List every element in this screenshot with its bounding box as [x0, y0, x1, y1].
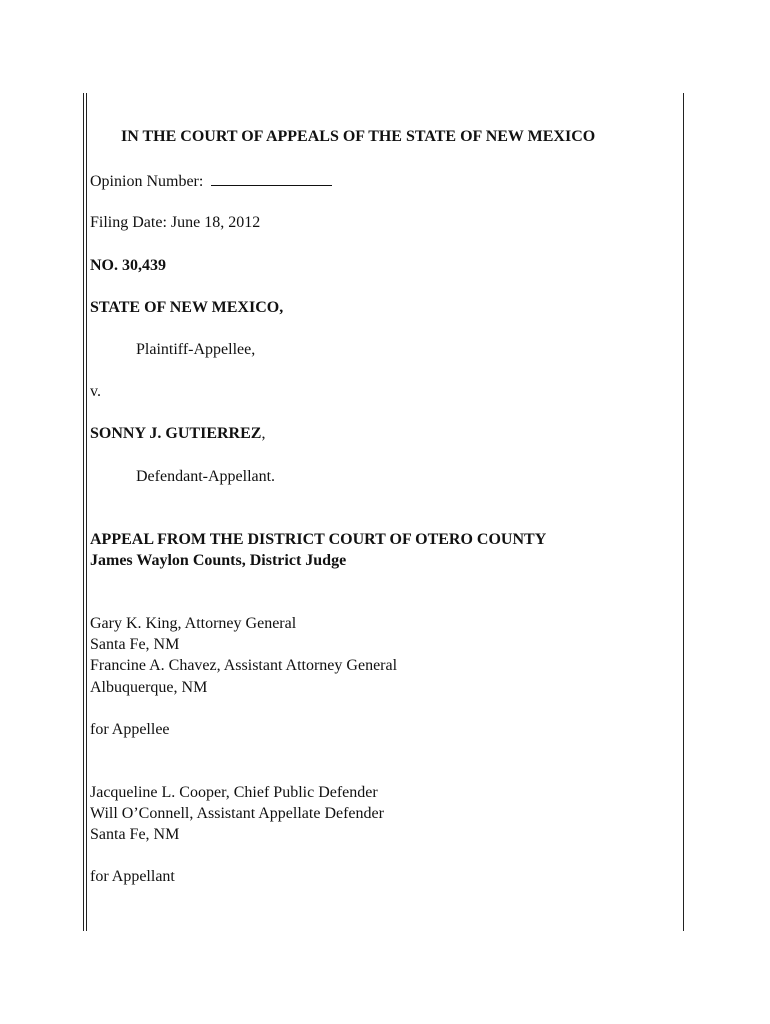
- right-margin-rule: [683, 93, 684, 931]
- appellee-counsel-line: Gary K. King, Attorney General: [90, 615, 297, 632]
- opinion-number-label: Opinion Number:: [90, 173, 204, 190]
- left-margin-rule: [83, 93, 84, 931]
- plaintiff-name: STATE OF NEW MEXICO,: [90, 299, 284, 316]
- defendant-name-suffix: ,: [261, 425, 266, 442]
- appellee-counsel-line: Albuquerque, NM: [90, 679, 208, 696]
- for-appellee: for Appellee: [90, 721, 170, 738]
- plaintiff-role: Plaintiff-Appellee,: [136, 341, 256, 358]
- court-header: IN THE COURT OF APPEALS OF THE STATE OF NEW MEXICO: [121, 128, 596, 145]
- case-number: NO. 30,439: [90, 257, 166, 274]
- opinion-number-blank: [211, 171, 332, 186]
- appellant-counsel-line: Will O’Connell, Assistant Appellate Defender: [90, 805, 384, 822]
- defendant-role: Defendant-Appellant.: [136, 468, 276, 485]
- for-appellant: for Appellant: [90, 868, 175, 885]
- filing-date: Filing Date: June 18, 2012: [90, 214, 261, 231]
- defendant: [90, 424, 265, 444]
- opinion-number: [90, 171, 332, 192]
- left-margin-rule-inner: [86, 93, 87, 931]
- appellee-counsel-line: Santa Fe, NM: [90, 636, 180, 653]
- appellant-counsel-line: Santa Fe, NM: [90, 826, 180, 843]
- appellee-counsel-line: Francine A. Chavez, Assistant Attorney General: [90, 657, 398, 674]
- versus: v.: [90, 383, 101, 400]
- appellant-counsel-line: Jacqueline L. Cooper, Chief Public Defender: [90, 784, 378, 801]
- appeal-from: APPEAL FROM THE DISTRICT COURT OF OTERO COUNTY: [90, 531, 547, 548]
- defendant-name: SONNY J. GUTIERREZ: [90, 425, 262, 442]
- district-judge: James Waylon Counts, District Judge: [90, 552, 347, 569]
